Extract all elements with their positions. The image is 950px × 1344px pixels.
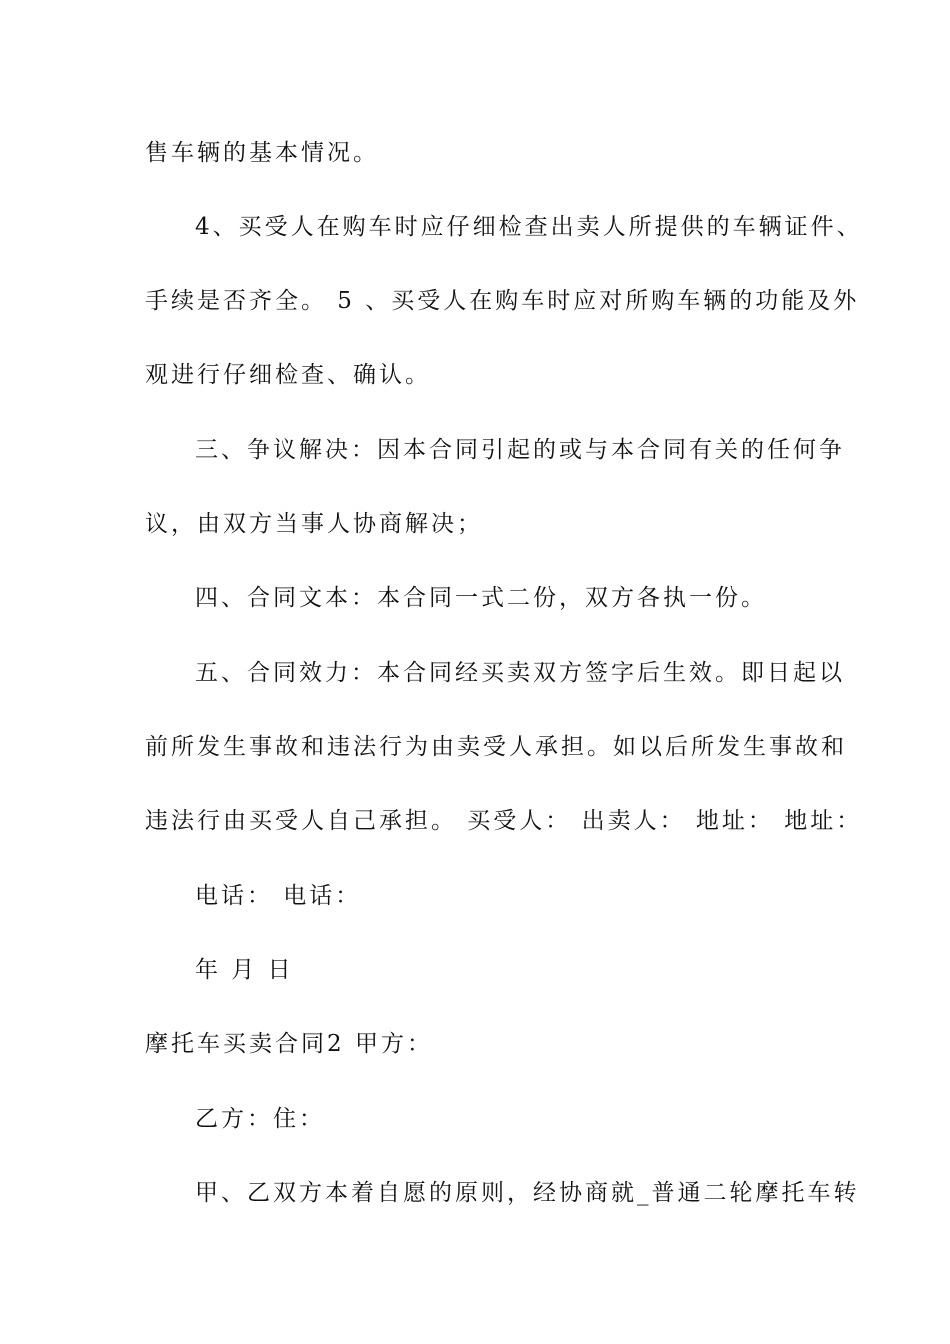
paragraph-line: 观进行仔细检查、确认。: [145, 362, 431, 388]
paragraph-line: 4、买受人在购车时应仔细检查出卖人所提供的车辆证件、: [195, 214, 863, 240]
section-heading: 摩托车买卖合同2 甲方：: [145, 1031, 433, 1057]
paragraph-line: 手续是否齐全。 5 、买受人在购车时应对所购车辆的功能及外: [145, 288, 860, 314]
paragraph-line: 四、合同文本：本合同一式二份，双方各执一份。: [195, 585, 767, 611]
paragraph-line: 乙方：住：: [195, 1106, 325, 1132]
paragraph-line: 五、合同效力：本合同经买卖双方签字后生效。即日起以: [195, 660, 845, 686]
paragraph-line: 议，由双方当事人协商解决；: [145, 511, 483, 537]
paragraph-line: 前所发生事故和违法行为由卖受人承担。如以后所发生事故和: [145, 734, 847, 760]
paragraph-line: 三、争议解决：因本合同引起的或与本合同有关的任何争: [195, 437, 845, 463]
paragraph-line: 售车辆的基本情况。: [145, 140, 379, 166]
paragraph-line: 电话： 电话：: [195, 883, 362, 909]
paragraph-line: 违法行由买受人自己承担。 买受人： 出卖人： 地址： 地址：: [145, 808, 863, 834]
paragraph-line: 年 月 日: [195, 957, 294, 983]
paragraph-line: 甲、乙双方本着自愿的原则，经协商就_普通二轮摩托车转: [195, 1180, 860, 1206]
